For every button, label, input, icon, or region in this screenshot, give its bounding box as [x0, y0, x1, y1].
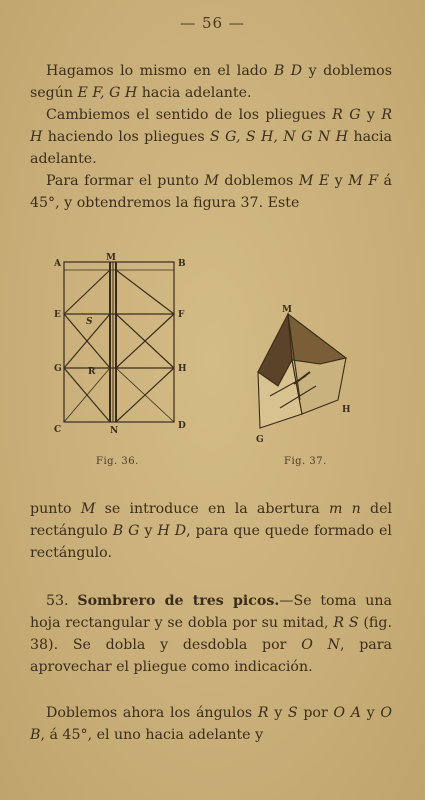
text: se introduce en la abertura [95, 501, 329, 517]
math-label: O A [333, 705, 361, 721]
text: punto [30, 501, 81, 517]
text: doblemos [218, 173, 299, 189]
text: , para que quede formado el rectángulo. [30, 523, 392, 561]
text: (fig. 38). Se dobla y desdobla por [30, 615, 392, 653]
text: y [329, 173, 349, 189]
label-d: D [178, 421, 186, 431]
section-heading: Sombrero de tres picos. [77, 593, 280, 609]
page-number: — 56 — [180, 14, 245, 32]
math-label: S G, S H, N G N H [210, 129, 349, 145]
text: Cambiemos el sentido de los pliegues [46, 107, 333, 123]
label-a: A [54, 259, 61, 269]
paragraph-2 [30, 104, 392, 170]
label-m: M [282, 305, 292, 315]
text: —Se toma una hoja rectangular y se dobla por su mitad, [30, 593, 392, 631]
diag-fold [116, 270, 174, 314]
paragraph-1 [30, 60, 392, 104]
math-label: S [287, 705, 298, 721]
text: y [360, 107, 382, 123]
lower-face [292, 358, 346, 414]
paragraph-5 [30, 590, 392, 678]
math-label: B G [112, 523, 140, 539]
figure-37-caption: Fig. 37. [284, 456, 327, 467]
math-label: M F [348, 173, 379, 189]
paragraph-4 [30, 498, 392, 564]
text: Doblemos ahora los ángulos [46, 705, 258, 721]
figure-37-diagram [250, 300, 360, 450]
math-label: R G [332, 107, 361, 123]
label-b: B [178, 259, 186, 269]
text: y doblemos según [30, 63, 392, 101]
math-label: M [80, 501, 96, 517]
math-label: R S [333, 615, 359, 631]
right-face [288, 314, 346, 364]
figure-36-diagram [52, 250, 192, 440]
text: y [139, 523, 158, 539]
text: , á 45°, el uno hacia adelante y [40, 727, 264, 743]
label-f: F [178, 310, 185, 320]
text: Hagamos lo mismo en el lado [46, 63, 274, 79]
paragraph-6 [30, 702, 392, 746]
outer-rectangle [64, 262, 174, 422]
label-h: H [178, 364, 187, 374]
label-h: H [342, 405, 351, 415]
label-e: E [54, 310, 61, 320]
text: haciendo los pliegues [42, 129, 211, 145]
label-s: S [86, 317, 93, 327]
figure-36-caption: Fig. 36. [96, 456, 139, 467]
math-label: M E [298, 173, 330, 189]
text: , para aprovechar el pliegue como indicación. [30, 637, 392, 675]
section-number: 53. [46, 593, 69, 609]
math-label: H D [157, 523, 187, 539]
label-m: M [106, 253, 116, 263]
paragraph-3 [30, 170, 392, 214]
math-label: R H [30, 107, 392, 145]
text: hacia adelante. [137, 85, 252, 101]
text: á 45°, y obtendremos la figura 37. Este [30, 173, 393, 211]
label-g: G [256, 435, 264, 445]
math-label: R [257, 705, 269, 721]
text: Para formar el punto [46, 173, 205, 189]
math-label: O N [301, 637, 340, 653]
math-label: M [204, 173, 219, 189]
math-label: O B [30, 705, 392, 743]
text: por [297, 705, 334, 721]
label-r: R [88, 367, 96, 377]
math-label: m n [328, 501, 361, 517]
label-g: G [54, 364, 62, 374]
text: del rectángulo [30, 501, 393, 539]
label-c: C [54, 425, 62, 435]
text: hacia adelante. [30, 129, 392, 167]
label-n: N [110, 426, 119, 436]
text: y [360, 705, 381, 721]
math-label: B D [273, 63, 303, 79]
math-label: E F, G H [77, 85, 138, 101]
diag-fold [64, 270, 110, 314]
text: y [268, 705, 288, 721]
